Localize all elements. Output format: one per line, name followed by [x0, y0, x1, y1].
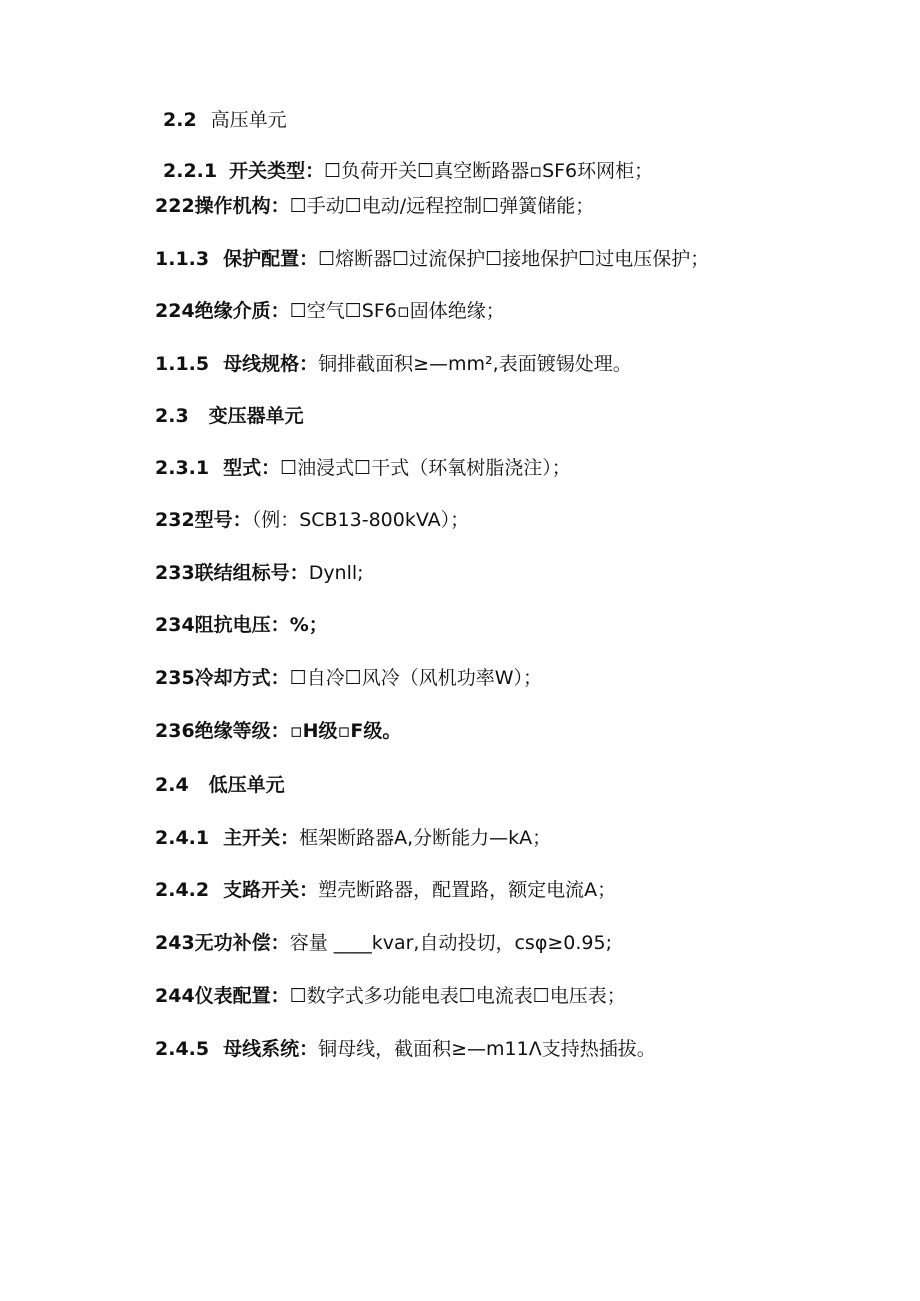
item-number: 233 [155, 562, 195, 584]
item-number: 234 [155, 614, 195, 636]
item-label: 型号： [194, 509, 252, 531]
spec-item [155, 825, 551, 851]
item-number: 2.4.2 [155, 879, 210, 901]
item-text: ☐空气☐SF6▫固体绝缘； [289, 300, 505, 322]
section-title: 变压器单元 [208, 405, 304, 427]
item-text: ☐负荷开关☐真空断路器▫SF6环网柜； [324, 160, 654, 182]
item-text: ☐自冷☐风冷（风机功率W）； [289, 667, 543, 689]
item-label: 母线系统： [223, 1038, 319, 1060]
item-label: 支路开关： [223, 879, 319, 901]
item-text: 塑壳断路器，配置路，额定电流A； [318, 879, 617, 901]
item-text: 容量 ____kvar,自动投切，csφ≥0.95; [289, 932, 612, 954]
spec-item [155, 193, 594, 219]
item-label: 无功补偿： [194, 932, 290, 954]
item-label: 仪表配置： [194, 985, 290, 1007]
item-label: 冷却方式： [194, 667, 290, 689]
spec-item [155, 930, 612, 956]
section-number: 2.4 [155, 774, 189, 796]
spec-item [155, 560, 364, 586]
spec-item [155, 718, 401, 744]
spec-item [155, 877, 616, 903]
spec-item [155, 246, 709, 272]
spec-item [155, 983, 626, 1009]
item-text: %； [289, 614, 328, 636]
spec-item [155, 455, 571, 481]
item-number: 232 [155, 509, 195, 531]
section-heading [155, 772, 285, 798]
section-heading [155, 403, 304, 429]
item-number: 244 [155, 985, 195, 1007]
item-number: 2.4.1 [155, 827, 210, 849]
item-label: 主开关： [223, 827, 300, 849]
item-number: 224 [155, 300, 195, 322]
item-text: ☐数字式多功能电表☐电流表☐电压表； [289, 985, 626, 1007]
section-heading [163, 107, 287, 133]
spec-item [155, 351, 632, 377]
item-text: 框架断路器A,分断能力—kA； [299, 827, 552, 849]
spec-item [155, 507, 469, 533]
spec-item [155, 1036, 656, 1062]
item-text: ▫H级▫F级。 [289, 720, 402, 742]
item-label: 型式： [223, 457, 281, 479]
spec-item [163, 158, 653, 184]
item-number: 1.1.5 [155, 353, 210, 375]
item-label: 母线规格： [223, 353, 319, 375]
section-title: 低压单元 [208, 774, 285, 796]
item-number: 243 [155, 932, 195, 954]
item-number: 2.2.1 [163, 160, 218, 182]
spec-item [155, 612, 328, 638]
item-number: 1.1.3 [155, 248, 210, 270]
item-number: 2.4.5 [155, 1038, 210, 1060]
item-label: 开关类型： [229, 160, 325, 182]
item-text: 铜排截面积≥—mm²,表面镀锡处理。 [318, 353, 632, 375]
item-text: （例：SCB13-800kVA）； [251, 509, 470, 531]
section-title: 高压单元 [210, 109, 287, 131]
spec-item [155, 298, 505, 324]
item-text: ☐油浸式☐干式（环氧树脂浇注）； [280, 457, 571, 479]
item-number: 235 [155, 667, 195, 689]
item-text: ☐手动☐电动/远程控制☐弹簧储能； [289, 195, 595, 217]
section-number: 2.3 [155, 405, 189, 427]
item-label: 操作机构： [194, 195, 290, 217]
item-label: 联结组标号： [194, 562, 309, 584]
item-label: 绝缘介质： [194, 300, 290, 322]
item-text: 铜母线，截面积≥—m11Λ支持热插拔。 [318, 1038, 656, 1060]
item-number: 236 [155, 720, 195, 742]
item-label: 绝缘等级： [194, 720, 290, 742]
item-label: 阻抗电压： [194, 614, 290, 636]
section-number: 2.2 [163, 109, 197, 131]
spec-item [155, 665, 542, 691]
item-text: Dynll; [308, 562, 364, 584]
item-label: 保护配置： [223, 248, 319, 270]
item-text: ☐熔断器☐过流保护☐接地保护☐过电压保护； [318, 248, 710, 270]
item-number: 222 [155, 195, 195, 217]
item-number: 2.3.1 [155, 457, 210, 479]
